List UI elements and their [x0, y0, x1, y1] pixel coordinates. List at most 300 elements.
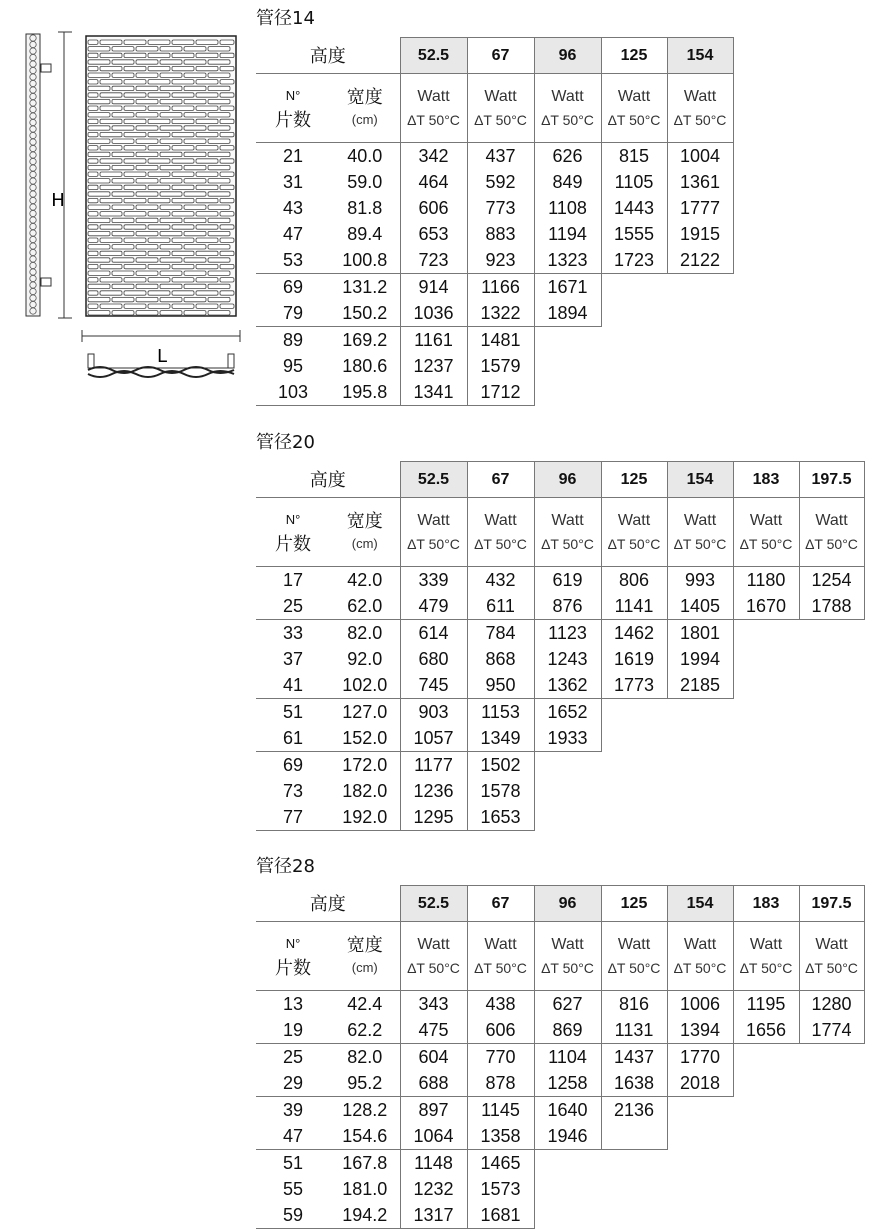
row-width: 192.0	[330, 804, 400, 831]
empty-cell	[799, 646, 864, 672]
tube-segment	[100, 172, 122, 176]
tube-segment	[136, 47, 158, 51]
tube-segment	[172, 159, 194, 163]
watt-value: 784	[467, 620, 534, 647]
tube-segment	[112, 47, 134, 51]
tube-segment	[100, 159, 122, 163]
empty-cell	[667, 1202, 733, 1229]
watt-value: 1317	[400, 1202, 467, 1229]
watt-value: 806	[601, 567, 667, 594]
tube-segment	[196, 53, 218, 57]
empty-cell	[667, 327, 733, 354]
tube-segment	[172, 304, 194, 308]
tube-segment	[160, 60, 182, 64]
tube-segment	[160, 113, 182, 117]
watt-value: 606	[400, 195, 467, 221]
empty-cell	[799, 672, 864, 699]
height-label: 高度	[256, 886, 400, 922]
tube-segment	[136, 179, 158, 183]
table-row	[256, 778, 864, 804]
tube-segment	[88, 53, 98, 57]
delta-label: ΔT 50°C	[407, 536, 460, 552]
tube-segment	[124, 132, 146, 136]
watt-value: 680	[400, 646, 467, 672]
empty-cell	[799, 778, 864, 804]
width-unit: (cm)	[351, 960, 378, 975]
empty-cell	[733, 778, 799, 804]
watt-value: 688	[400, 1070, 467, 1097]
empty-cell	[601, 353, 667, 379]
row-count: 69	[282, 277, 304, 297]
tube-segment	[148, 93, 170, 97]
tube-segment	[100, 198, 122, 202]
watt-value: 1502	[467, 752, 534, 779]
watt-value: 2018	[667, 1070, 733, 1097]
tube-segment	[112, 139, 134, 143]
tube-segment	[88, 297, 110, 301]
tube-segment	[160, 192, 182, 196]
watt-value: 1180	[733, 567, 799, 594]
row-count: 31	[282, 172, 304, 192]
watt-value: 438	[467, 991, 534, 1018]
empty-cell	[534, 379, 601, 406]
delta-label: ΔT 50°C	[739, 960, 793, 976]
row-count: 21	[282, 146, 304, 166]
width-label: 宽度	[346, 511, 383, 531]
watt-header	[534, 74, 601, 143]
watt-value: 1322	[467, 300, 534, 327]
row-count: 25	[256, 593, 330, 620]
tube-segment	[160, 179, 182, 183]
watt-value: 1462	[601, 620, 667, 647]
watt-label: Watt	[551, 88, 584, 105]
watt-value: 1946	[534, 1123, 601, 1150]
tube-segment	[100, 304, 122, 308]
radiator-front-view	[86, 36, 236, 316]
watt-value: 1057	[400, 725, 467, 752]
tube-segment	[148, 66, 170, 70]
tube-segment	[148, 40, 170, 44]
watt-value: 1555	[601, 221, 667, 247]
empty-cell	[799, 1176, 864, 1202]
watt-value: 2122	[667, 247, 733, 274]
watt-value: 604	[400, 1044, 467, 1071]
tube-segment	[148, 172, 170, 176]
row-count: 53	[256, 247, 330, 274]
tube-segment	[112, 245, 134, 249]
width-label: 宽度	[346, 87, 383, 107]
tube-segment	[112, 152, 134, 156]
row-width: 82.0	[347, 1047, 383, 1067]
tube-segment	[148, 53, 170, 57]
tube-segment	[112, 192, 134, 196]
tube-segment	[160, 245, 182, 249]
tube-segment	[160, 205, 182, 209]
table-row	[256, 143, 733, 170]
watt-label: Watt	[417, 88, 450, 105]
tube-segment	[220, 291, 234, 295]
watt-label: Watt	[617, 88, 651, 105]
tube-segment	[136, 284, 158, 288]
tube-segment	[100, 40, 122, 44]
watt-value: 479	[400, 593, 467, 620]
tube-segment	[184, 297, 206, 301]
watt-value: 1280	[799, 991, 864, 1018]
tube-segment	[220, 40, 234, 44]
tube-segment	[184, 47, 206, 51]
delta-label: ΔT 50°C	[805, 536, 858, 552]
tube-segment	[88, 106, 98, 110]
row-width: 180.6	[342, 356, 388, 376]
tube-segment	[124, 212, 146, 216]
table-row	[256, 991, 864, 1018]
watt-value: 1153	[467, 699, 534, 726]
section-pipe-20	[256, 432, 866, 827]
empty-cell	[733, 1150, 799, 1177]
tube-segment	[88, 139, 110, 143]
empty-cell	[733, 646, 799, 672]
empty-cell	[733, 672, 799, 699]
tube-segment	[88, 218, 110, 222]
watt-value: 1195	[733, 991, 799, 1018]
table-row	[256, 1070, 864, 1097]
empty-cell	[534, 752, 601, 779]
tube-segment	[88, 198, 98, 202]
tube-segment	[88, 113, 110, 117]
tube-segment	[100, 251, 122, 255]
tube-segment	[160, 297, 182, 301]
tube-segment	[196, 119, 218, 123]
tube-segment	[100, 225, 122, 229]
tube-segment	[220, 172, 234, 176]
watt-value: 770	[467, 1044, 534, 1071]
watt-value: 816	[601, 991, 667, 1018]
watt-value: 1652	[534, 699, 601, 726]
width-unit: (cm)	[351, 112, 378, 127]
count-label-bottom: 片数	[275, 110, 311, 130]
tube-segment	[148, 198, 170, 202]
tube-segment	[196, 238, 218, 242]
watt-value: 923	[467, 247, 534, 274]
row-count: 17	[282, 570, 304, 590]
tube-segment	[88, 205, 110, 209]
tube-segment	[148, 278, 170, 282]
delta-label: ΔT 50°C	[541, 112, 594, 128]
watt-value: 1933	[534, 725, 601, 752]
spec-table	[256, 885, 865, 1229]
tube-segment	[220, 198, 234, 202]
tube-segment	[208, 152, 230, 156]
tube-segment	[136, 218, 158, 222]
tube-segment	[148, 106, 170, 110]
tube-segment	[208, 86, 230, 90]
tube-segment	[172, 212, 194, 216]
table-row	[256, 1150, 864, 1177]
tube-segment	[148, 238, 170, 242]
tube-segment	[100, 93, 122, 97]
watt-value: 1341	[400, 379, 467, 406]
row-width: 172.0	[342, 755, 388, 775]
tube-segment	[88, 60, 110, 64]
height-value: 125	[601, 886, 667, 922]
watt-value: 897	[400, 1097, 467, 1124]
tube-segment	[88, 40, 98, 44]
watt-value: 1006	[667, 991, 733, 1018]
tube-segment	[196, 291, 218, 295]
watt-value: 903	[400, 699, 467, 726]
tube-segment	[172, 53, 194, 57]
tube-segment	[136, 126, 158, 130]
empty-cell	[534, 327, 601, 354]
watt-label: Watt	[617, 936, 651, 953]
tube-segment	[136, 231, 158, 235]
height-value: 67	[467, 886, 534, 922]
row-count: 25	[282, 1047, 304, 1067]
tube-segment	[208, 126, 230, 130]
table-row	[256, 195, 733, 221]
height-value: 125	[601, 462, 667, 498]
watt-value: 1777	[667, 195, 733, 221]
watt-value: 342	[400, 143, 467, 170]
tube-segment	[160, 165, 182, 169]
tube-segment	[88, 212, 98, 216]
tube-segment	[148, 251, 170, 255]
empty-cell	[733, 1123, 799, 1150]
row-count: 13	[282, 994, 304, 1014]
height-value: 183	[733, 886, 799, 922]
tube-segment	[184, 179, 206, 183]
tube-segment	[172, 291, 194, 295]
tube-segment	[136, 297, 158, 301]
watt-value: 1358	[467, 1123, 534, 1150]
watt-value: 1104	[534, 1044, 601, 1071]
empty-cell	[534, 778, 601, 804]
watt-value: 1295	[400, 804, 467, 831]
empty-cell	[601, 327, 667, 354]
delta-label: ΔT 50°C	[474, 536, 527, 552]
empty-cell	[667, 752, 733, 779]
watt-label: Watt	[749, 512, 783, 529]
tube-segment	[124, 238, 146, 242]
empty-cell	[799, 1097, 864, 1124]
tube-segment	[136, 99, 158, 103]
width-label: 宽度	[346, 935, 383, 955]
watt-value: 339	[400, 567, 467, 594]
table-row	[256, 567, 864, 594]
tube-segment	[184, 231, 206, 235]
watt-header	[667, 498, 733, 567]
tube-segment	[208, 113, 230, 117]
delta-label: ΔT 50°C	[673, 536, 727, 552]
tube-segment	[196, 80, 218, 84]
radiator-diagram	[18, 26, 250, 386]
watt-value: 950	[467, 672, 534, 699]
watt-value: 1394	[667, 1017, 733, 1044]
empty-cell	[601, 1176, 667, 1202]
tube-segment	[112, 86, 134, 90]
watt-value: 849	[534, 169, 601, 195]
watt-header	[799, 922, 864, 991]
row-width: 42.4	[347, 994, 383, 1014]
delta-label: ΔT 50°C	[805, 960, 858, 976]
watt-value: 2185	[667, 672, 733, 699]
watt-label: Watt	[484, 88, 517, 105]
tube-segment	[100, 185, 122, 189]
watt-header	[601, 922, 667, 991]
tube-segment	[184, 99, 206, 103]
tube-segment	[184, 192, 206, 196]
tube-segment	[172, 198, 194, 202]
tube-segment	[208, 73, 230, 77]
tube-segment	[160, 73, 182, 77]
empty-cell	[799, 725, 864, 752]
row-count: 33	[282, 623, 304, 643]
tube-segment	[88, 119, 98, 123]
tube-segment	[208, 284, 230, 288]
empty-cell	[733, 752, 799, 779]
height-value: 154	[667, 886, 733, 922]
tube-segment	[184, 126, 206, 130]
table-row	[256, 646, 864, 672]
table-row	[256, 752, 864, 779]
tube-segment	[136, 152, 158, 156]
tube-segment	[196, 40, 218, 44]
tube-segment	[88, 304, 98, 308]
watt-value: 1770	[667, 1044, 733, 1071]
watt-value: 1145	[467, 1097, 534, 1124]
tube-segment	[220, 132, 234, 136]
tube-segment	[112, 73, 134, 77]
tube-segment	[220, 93, 234, 97]
height-value: 96	[534, 38, 601, 74]
table-body	[256, 886, 864, 1229]
row-width: 89.4	[347, 224, 383, 244]
table-row	[256, 1176, 864, 1202]
section-title: 管径14	[256, 8, 315, 29]
watt-value: 1254	[799, 567, 864, 594]
watt-value: 1232	[400, 1176, 467, 1202]
tube-segment	[88, 225, 98, 229]
watt-value: 1994	[667, 646, 733, 672]
empty-cell	[534, 1176, 601, 1202]
row-width: 62.0	[330, 593, 400, 620]
empty-cell	[601, 725, 667, 752]
watt-value: 619	[534, 567, 601, 594]
watt-label: Watt	[683, 936, 717, 953]
watt-value: 1243	[534, 646, 601, 672]
watt-value: 914	[400, 274, 467, 301]
tube-segment	[112, 271, 134, 275]
tube-segment	[124, 225, 146, 229]
watt-value: 1619	[601, 646, 667, 672]
spec-table	[256, 37, 734, 406]
tube-segment	[124, 304, 146, 308]
table-row	[256, 300, 733, 327]
tube-segment	[184, 311, 206, 315]
watt-value: 1361	[667, 169, 733, 195]
tube-segment	[124, 80, 146, 84]
tube-segment	[100, 212, 122, 216]
empty-cell	[667, 1150, 733, 1177]
watt-value: 1004	[667, 143, 733, 170]
watt-value: 614	[400, 620, 467, 647]
empty-cell	[667, 379, 733, 406]
height-dimension-label: H	[51, 190, 65, 211]
empty-cell	[534, 1202, 601, 1229]
tube-segment	[172, 80, 194, 84]
tube-segment	[160, 284, 182, 288]
watt-value: 592	[467, 169, 534, 195]
watt-value: 464	[400, 169, 467, 195]
tube-segment	[136, 139, 158, 143]
row-count: 59	[256, 1202, 330, 1229]
watt-header	[799, 498, 864, 567]
tube-segment	[208, 60, 230, 64]
table-row	[256, 620, 864, 647]
delta-label: ΔT 50°C	[541, 536, 594, 552]
radiator-side-view	[26, 34, 51, 316]
tube-segment	[172, 106, 194, 110]
tube-segment	[220, 264, 234, 268]
tube-segment	[172, 132, 194, 136]
watt-value: 1640	[534, 1097, 601, 1124]
tube-segment	[184, 258, 206, 262]
tube-segment	[88, 311, 110, 315]
count-header	[256, 74, 330, 143]
tube-segment	[88, 284, 110, 288]
watt-value: 432	[467, 567, 534, 594]
watt-value: 1236	[400, 778, 467, 804]
empty-cell	[733, 1176, 799, 1202]
empty-cell	[799, 1070, 864, 1097]
tube-segment	[100, 264, 122, 268]
row-width: 59.0	[347, 172, 383, 192]
tube-segment	[124, 251, 146, 255]
watt-label: Watt	[749, 936, 783, 953]
delta-label: ΔT 50°C	[673, 112, 727, 128]
watt-value: 606	[467, 1017, 534, 1044]
section-pipe-28	[256, 856, 866, 1226]
empty-cell	[733, 725, 799, 752]
count-label-top: N°	[285, 512, 301, 527]
table-row	[256, 169, 733, 195]
tube-segment	[172, 172, 194, 176]
watt-value: 745	[400, 672, 467, 699]
tube-segment	[160, 258, 182, 262]
tube-segment	[112, 297, 134, 301]
tube-segment	[148, 132, 170, 136]
tube-segment	[208, 139, 230, 143]
table-row	[256, 699, 864, 726]
empty-cell	[799, 752, 864, 779]
watt-value: 475	[400, 1017, 467, 1044]
row-width: 128.2	[342, 1100, 388, 1120]
table-body	[256, 462, 864, 831]
watt-value: 1774	[799, 1017, 864, 1044]
tube-segment	[220, 106, 234, 110]
watt-value: 1465	[467, 1150, 534, 1177]
watt-label: Watt	[815, 512, 848, 529]
watt-value: 1915	[667, 221, 733, 247]
watt-header	[733, 922, 799, 991]
empty-cell	[601, 1150, 667, 1177]
empty-cell	[799, 1044, 864, 1071]
tube-segment	[136, 245, 158, 249]
row-width: 82.0	[347, 623, 383, 643]
height-dimension	[51, 32, 72, 318]
table-row	[256, 353, 733, 379]
row-count: 29	[256, 1070, 330, 1097]
